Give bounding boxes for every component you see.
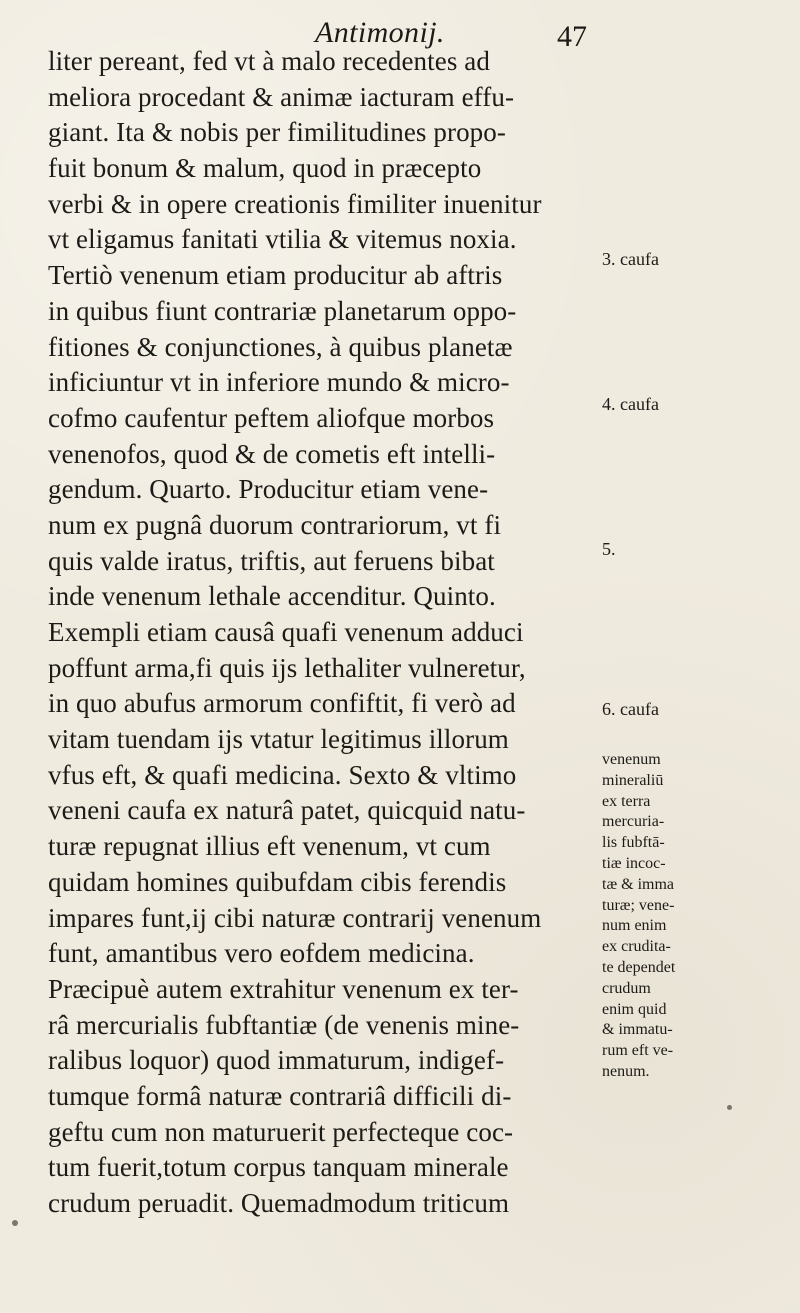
text-line-14: num ex pugnâ duorum contrariorum, vt fi <box>48 509 502 540</box>
text-line-10: inficiuntur vt in inferiore mundo & micro- <box>48 367 510 398</box>
text-line-30: tumque formâ naturæ contrariâ difficili di- <box>48 1080 512 1111</box>
side-note-line-11: te dependet <box>602 958 676 976</box>
text-line-3: giant. Ita & nobis per fimilitudines propo- <box>48 117 506 148</box>
side-note-line-13: enim quid <box>602 1000 667 1018</box>
text-line-6: vt eligamus fanitati vtilia & vitemus noxia. <box>48 224 517 255</box>
text-line-28: râ mercurialis fubftantiæ (de venenis mine- <box>48 1009 520 1040</box>
margin-note-4: 4. caufa <box>602 394 659 414</box>
text-line-1: liter pereant, fed vt à malo recedentes ad <box>48 46 490 76</box>
text-line-11: cofmo caufentur peftem aliofque morbos <box>48 402 495 433</box>
page-title: Antimonij. <box>315 16 445 49</box>
text-line-17: Exempli etiam causâ quafi venenum adduci <box>48 617 524 647</box>
margin-notes <box>602 0 792 1313</box>
text-line-20: vitam tuendam ijs vtatur legitimus illorum <box>48 724 509 755</box>
text-line-29: ralibus loquor) quod immaturum, indigef- <box>48 1045 505 1076</box>
side-note <box>602 750 762 1083</box>
ink-speck <box>12 1220 18 1226</box>
text-line-4: fuit bonum & malum, quod in præcepto <box>48 153 482 184</box>
text-line-32: tum fuerit,totum corpus tanquam minerale <box>48 1152 509 1183</box>
main-text <box>48 44 578 1222</box>
side-note-line-2: mineraliū <box>602 771 664 789</box>
margin-note-6: 6. caufa <box>602 699 659 719</box>
text-line-2: meliora procedant & animæ iacturam effu- <box>48 81 515 112</box>
text-line-9: fitiones & conjunctiones, à quibus planetæ <box>48 331 513 362</box>
text-line-12: venenofos, quod & de cometis eft intelli- <box>48 438 496 469</box>
side-note-line-15: rum eft ve- <box>602 1042 674 1060</box>
side-note-line-12: crudum <box>602 979 651 997</box>
text-line-27: Præcipuè autem extrahitur venenum ex ter- <box>48 973 519 1004</box>
text-line-26: funt, amantibus vero eofdem medicina. <box>48 938 475 969</box>
text-line-13: gendum. Quarto. Producitur etiam vene- <box>48 474 489 505</box>
side-note-line-9: num enim <box>602 917 667 935</box>
text-line-5: verbi & in opere creationis fimiliter inuenitur <box>48 188 542 219</box>
text-line-19: in quo abufus armorum confiftit, fi verò ad <box>48 688 516 719</box>
page-number: 47 <box>557 20 587 53</box>
text-line-16: inde venenum lethale accenditur. Quinto. <box>48 581 496 612</box>
ink-speck <box>727 1105 732 1110</box>
text-line-22: veneni caufa ex naturâ patet, quicquid natu- <box>48 795 526 826</box>
text-line-21: vfus eft, & quafi medicina. Sexto & vltimo <box>48 759 517 790</box>
side-note-line-3: ex terra <box>602 792 651 810</box>
text-line-18: poffunt arma,fi quis ijs lethaliter vulneretur, <box>48 652 526 683</box>
side-note-line-4: mercuria- <box>602 813 665 831</box>
side-note-line-5: lis fubftā- <box>602 834 665 852</box>
text-line-8: in quibus fiunt contrariæ planetarum oppo- <box>48 295 517 326</box>
text-line-31: geftu cum non maturuerit perfecteque coc- <box>48 1116 514 1147</box>
side-note-line-6: tiæ incoc- <box>602 854 666 872</box>
margin-note-3: 3. caufa <box>602 249 659 269</box>
text-line-23: turæ repugnat illius eft venenum, vt cum <box>48 831 491 862</box>
text-line-7: Tertiò venenum etiam producitur ab aftris <box>48 260 503 291</box>
side-note-line-7: tæ & imma <box>602 875 674 893</box>
side-note-line-16: nenum. <box>602 1062 650 1080</box>
side-note-line-1: venenum <box>602 751 661 768</box>
text-line-33: crudum peruadit. Quemadmodum triticum <box>48 1188 510 1218</box>
margin-note-5: 5. <box>602 539 616 559</box>
side-note-line-8: turæ; vene- <box>602 896 675 914</box>
text-line-25: impares funt,ij cibi naturæ contrarij venenum <box>48 902 542 933</box>
side-note-line-14: & immatu- <box>602 1021 673 1039</box>
text-line-15: quis valde iratus, triftis, aut feruens bibat <box>48 545 495 576</box>
text-line-24: quidam homines quibufdam cibis ferendis <box>48 866 507 897</box>
side-note-line-10: ex crudita- <box>602 938 671 956</box>
